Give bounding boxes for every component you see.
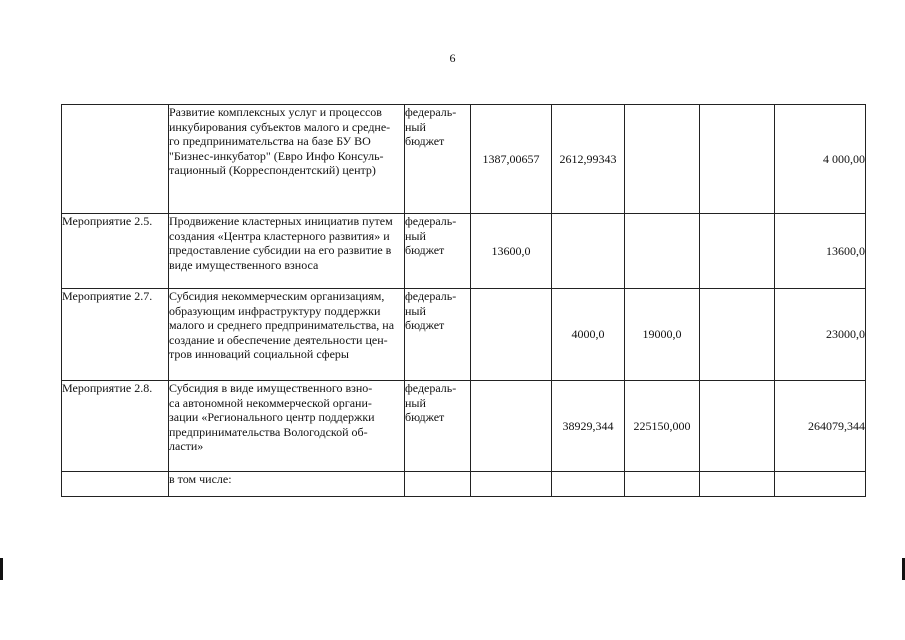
activity-cell [62,105,169,214]
total-cell: 264079,344 [775,381,866,472]
description-line: создание и обеспечение деятельности цен- [169,332,388,347]
description-line: зации «Регионального центр поддержки [169,410,375,424]
page-number: 6 [449,51,456,65]
description-line: го предпринимательства на базе БУ ВО [169,134,371,148]
value-cell-2: 4000,0 [552,289,625,381]
scan-edge-mark-left [0,558,3,580]
description-line: Субсидия некоммерческим организациям, [169,289,385,303]
value-cell-4 [700,381,775,472]
value-cell-1: 13600,0 [471,214,552,289]
funding-source-cell [405,289,471,381]
source-line: федераль- [405,105,457,119]
value-cell-1: 1387,00657 [471,105,552,214]
source-line: бюджет [405,243,445,257]
source-line: бюджет [405,318,445,332]
budget-table [61,104,866,497]
total-cell [775,472,866,497]
source-line: ный [405,119,426,134]
source-line: ный [405,395,426,410]
description-line: виде имущественного взноса [169,257,319,272]
description-line: предоставление субсидии на его развитие в [169,243,392,257]
source-line: ный [405,303,426,318]
description-line: тров инноваций социальной сферы [169,347,349,361]
value-cell-1 [471,289,552,381]
activity-cell: Мероприятие 2.8. [62,381,169,472]
table-row [62,381,866,472]
source-line: федераль- [405,381,457,395]
value-cell-3 [625,105,700,214]
source-line: федераль- [405,214,457,228]
description-cell [169,105,405,214]
funding-source-cell [405,381,471,472]
description-line: образующим инфраструктуру поддержки [169,303,381,318]
value-cell-4 [700,105,775,214]
value-cell-1 [471,472,552,497]
description-line: малого и среднего предпринимательства, на [169,318,395,332]
funding-source-cell [405,472,471,497]
activity-cell: Мероприятие 2.7. [62,289,169,381]
description-line: Развитие комплексных услуг и процессов [169,105,382,119]
table-row [62,289,866,381]
value-cell-3 [625,472,700,497]
description-line: Субсидия в виде имущественного взно- [169,381,373,395]
value-cell-4 [700,289,775,381]
funding-source-cell [405,214,471,289]
description-line: ласти» [169,439,204,453]
total-cell: 23000,0 [775,289,866,381]
value-cell-2 [552,214,625,289]
total-cell: 4 000,00 [775,105,866,214]
description-line: са автономной некоммерческой органи- [169,395,372,410]
value-cell-3: 225150,000 [625,381,700,472]
table-row [62,472,866,497]
table-row [62,214,866,289]
description-cell [169,289,405,381]
table-row [62,105,866,214]
source-line: бюджет [405,134,445,148]
description-line: "Бизнес-инкубатор" (Евро Инфо Консуль- [169,148,384,163]
value-cell-2: 38929,344 [552,381,625,472]
value-cell-3: 19000,0 [625,289,700,381]
description-line: тационный (Корреспондентский) центр) [169,163,376,177]
value-cell-4 [700,472,775,497]
total-cell: 13600,0 [775,214,866,289]
value-cell-1 [471,381,552,472]
description-cell [169,381,405,472]
funding-source-cell [405,105,471,214]
description-line: инкубирования субъектов малого и средне- [169,119,391,134]
description-line: в том числе: [169,472,232,486]
description-cell [169,472,405,497]
activity-cell: Мероприятие 2.5. [62,214,169,289]
value-cell-4 [700,214,775,289]
value-cell-2 [552,472,625,497]
value-cell-3 [625,214,700,289]
description-line: предпринимательства Вологодской об- [169,424,368,439]
source-line: бюджет [405,410,445,424]
value-cell-2: 2612,99343 [552,105,625,214]
activity-cell [62,472,169,497]
description-cell [169,214,405,289]
description-line: создания «Центра кластерного развития» и [169,228,390,243]
source-line: ный [405,228,426,243]
description-line: Продвижение кластерных инициатив путем [169,214,393,228]
source-line: федераль- [405,289,457,303]
